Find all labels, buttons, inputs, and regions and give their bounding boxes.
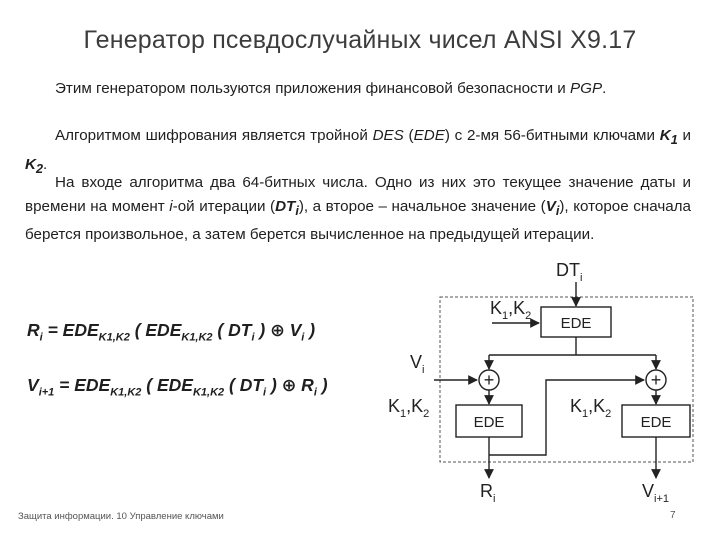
f1-key-1: K1,K2 — [98, 331, 130, 344]
f1-close: ) — [304, 320, 316, 340]
para3-text-3: ), а второе – начальное значение ( — [298, 197, 546, 215]
f1-eq: = EDE — [42, 320, 99, 340]
f2-xor: ) ⊕ R — [266, 375, 314, 395]
iteration-index: i — [169, 197, 173, 215]
para2-end: . — [43, 155, 48, 173]
paragraph-input — [25, 171, 691, 247]
pgp-term: PGP — [570, 80, 603, 97]
key-k1-sub: 1 — [670, 133, 678, 148]
page-number: 7 — [670, 510, 676, 521]
para2-text-1: Алгоритмом шифрования является тройной — [55, 127, 373, 144]
para2-text-2: ( — [403, 127, 414, 144]
f1-v-sub: i — [301, 331, 305, 344]
v-term: V — [545, 197, 556, 215]
v-next-label: $V_{i+1}$ — [642, 481, 670, 505]
f2-key-2: K1,K2 — [192, 386, 225, 399]
para1-text: Этим генератором пользуются приложения финансовой безопасности и — [55, 80, 571, 97]
key-label-top: $K_1,K_2$ — [490, 298, 532, 322]
f2-v: V — [27, 375, 39, 395]
formula-vi1 — [27, 375, 328, 399]
formula-ri — [27, 320, 315, 344]
v-sub: i — [555, 203, 560, 218]
key-label-left: $K_1,K_2$ — [388, 396, 430, 420]
f2-dt: ( DT — [224, 375, 264, 395]
para3-text-2: -ой итерации ( — [172, 197, 276, 215]
para3-text-1: На входе алгоритма два 64-битных числа. Одно из них это текущее значение даты и времени на момент — [25, 174, 691, 215]
dt-sub: i — [295, 203, 299, 218]
f2-r-sub: i — [313, 386, 317, 399]
key-k2-letter: K — [25, 155, 36, 173]
v-label: $V_i$ — [410, 352, 425, 376]
f1-xor: ) ⊕ V — [254, 320, 302, 340]
f1-dt-sub: i — [251, 331, 255, 344]
f1-r: R — [27, 320, 40, 340]
xor-right-plus: + — [650, 370, 662, 390]
para1-end: . — [602, 80, 607, 97]
page-title: Генератор псевдослучайных чисел ANSI X9.17 — [83, 26, 637, 54]
f1-r-sub: i — [39, 331, 43, 344]
key-k1-letter: K — [659, 127, 671, 144]
ede-block-top-label: EDE — [560, 315, 592, 332]
f2-dt-sub: i — [263, 386, 267, 399]
xor-left-plus: + — [483, 370, 495, 390]
para3-text-4: ), которое сначала берется произвольное, а затем берется вычисленное на предыдущей итерации. — [25, 197, 691, 244]
f1-dt: ( DT — [212, 320, 252, 340]
para2-and: и — [677, 127, 691, 144]
key-label-right: $K_1,K_2$ — [570, 396, 612, 420]
footer-text: Защита информации. 10 Управление ключами — [18, 511, 224, 522]
f1-key-2: K1,K2 — [181, 331, 213, 344]
des-term: DES — [372, 127, 404, 144]
f2-eq: = EDE — [54, 375, 111, 395]
f2-v-sub: i+1 — [38, 386, 55, 399]
para2-text-3: ) с 2-мя 56-битными ключами — [444, 127, 660, 144]
ansi-x917-diagram — [380, 255, 710, 520]
f2-open: ( EDE — [141, 375, 193, 395]
f2-key-1: K1,K2 — [110, 386, 142, 399]
f2-close: ) — [316, 375, 328, 395]
paragraph-pgp — [25, 77, 691, 101]
dt-label: $DT_i$ — [556, 260, 583, 284]
r-label: $R_i$ — [480, 481, 496, 505]
ede-block-left-label: EDE — [473, 414, 505, 431]
ede-term: EDE — [413, 127, 445, 144]
dt-term: DT — [275, 197, 296, 215]
ede-block-right-label: EDE — [640, 414, 672, 431]
f1-open: ( EDE — [129, 320, 182, 340]
key-k2-sub: 2 — [35, 161, 44, 176]
